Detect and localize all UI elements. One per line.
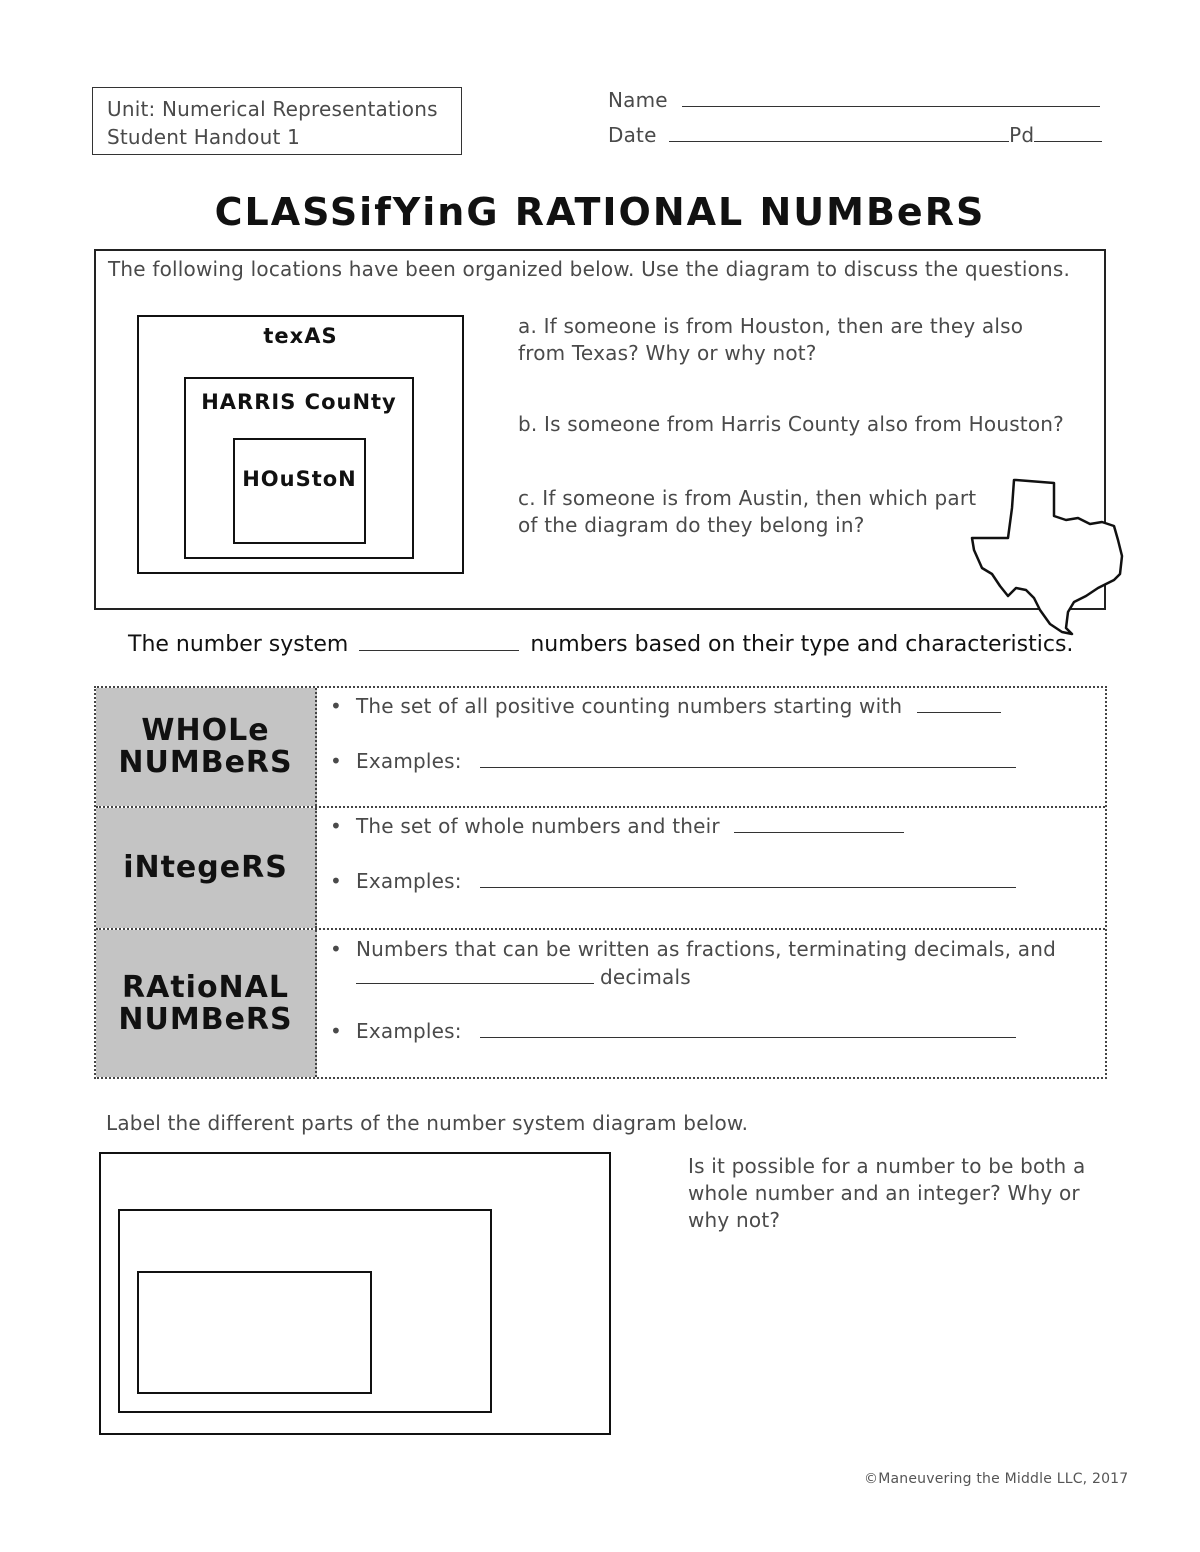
whole-numbers-examples-label: Examples: bbox=[356, 749, 462, 773]
question-c bbox=[518, 485, 976, 539]
rational-blank[interactable] bbox=[356, 963, 594, 984]
pd-label: Pd bbox=[1009, 123, 1035, 147]
question-a bbox=[518, 313, 1023, 367]
rational-examples-label: Examples: bbox=[356, 1019, 462, 1043]
rational-definition-line-2 bbox=[356, 963, 691, 991]
number-system-sentence bbox=[128, 630, 1073, 657]
integers-definition-text: The set of whole numbers and their bbox=[356, 814, 720, 838]
copyright-footer: ©Maneuvering the Middle LLC, 2017 bbox=[864, 1471, 1129, 1487]
rational-numbers-title-2: NUMBeRS bbox=[118, 1001, 293, 1037]
integers-blank[interactable] bbox=[734, 812, 904, 833]
integers-definition: • The set of whole numbers and their bbox=[330, 812, 904, 840]
name-label: Name bbox=[608, 88, 668, 112]
handout-line: Student Handout 1 bbox=[107, 125, 300, 149]
rational-numbers-title bbox=[118, 969, 293, 1037]
whole-integer-question-line-1: Is it possible for a number to be both a bbox=[688, 1154, 1086, 1178]
whole-integer-question bbox=[688, 1153, 1085, 1234]
rational-definition-text: Numbers that can be written as fractions, terminating decimals, and bbox=[356, 937, 1057, 961]
integers-title: iNtegeRS bbox=[123, 850, 288, 885]
question-a-line-1: a. If someone is from Houston, then are they also bbox=[518, 314, 1024, 338]
date-row bbox=[608, 121, 1102, 147]
number-system-inner-rect[interactable] bbox=[137, 1271, 372, 1394]
rational-numbers-cell bbox=[96, 930, 317, 1077]
whole-numbers-title-2: NUMBeRS bbox=[118, 745, 293, 780]
date-label: Date bbox=[608, 123, 657, 147]
integers-cell bbox=[96, 808, 317, 928]
unit-line: Unit: Numerical Representations bbox=[107, 97, 438, 121]
question-c-line-2: of the diagram do they belong in? bbox=[518, 513, 865, 537]
whole-numbers-definition-text: The set of all positive counting numbers starting with bbox=[356, 694, 903, 718]
whole-numbers-title-1: WHOLe bbox=[141, 713, 270, 748]
question-a-line-2: from Texas? Why or why not? bbox=[518, 341, 817, 365]
integers-examples-field[interactable] bbox=[480, 867, 1016, 888]
pd-field[interactable] bbox=[1034, 121, 1102, 142]
date-field[interactable] bbox=[669, 121, 1009, 142]
integers-examples: • Examples: bbox=[330, 867, 1016, 895]
harris-county-label: HARRIS CouNty bbox=[201, 390, 397, 414]
rational-definition-decimals: decimals bbox=[600, 965, 691, 989]
rational-examples: • Examples: bbox=[330, 1017, 1016, 1045]
question-c-line-1: c. If someone is from Austin, then which part bbox=[518, 486, 977, 510]
whole-numbers-examples-field[interactable] bbox=[480, 747, 1016, 768]
whole-numbers-title bbox=[118, 715, 292, 779]
page-title: CLASSifYinG RATIONAL NUMBeRS bbox=[214, 190, 986, 234]
name-row bbox=[608, 86, 1100, 112]
texas-label: texAS bbox=[263, 324, 338, 348]
locations-intro: The following locations have been organized below. Use the diagram to discuss the questions. bbox=[108, 257, 1071, 281]
integers-examples-label: Examples: bbox=[356, 869, 462, 893]
unit-box bbox=[92, 87, 462, 155]
sentence-after: numbers based on their type and characteristics. bbox=[530, 632, 1074, 657]
whole-numbers-examples: • Examples: bbox=[330, 747, 1016, 775]
whole-integer-question-line-3: why not? bbox=[688, 1208, 781, 1232]
whole-numbers-blank[interactable] bbox=[917, 692, 1001, 713]
question-b: b. Is someone from Harris County also from Houston? bbox=[518, 412, 1064, 436]
rational-examples-field[interactable] bbox=[480, 1017, 1016, 1038]
name-field[interactable] bbox=[682, 86, 1100, 107]
sentence-before: The number system bbox=[128, 632, 349, 657]
texas-map-icon bbox=[968, 478, 1130, 638]
whole-numbers-definition: • The set of all positive counting numbers starting with bbox=[330, 692, 1001, 720]
label-instruction: Label the different parts of the number system diagram below. bbox=[106, 1111, 749, 1135]
rational-definition: • Numbers that can be written as fractions, terminating decimals, and bbox=[330, 937, 1057, 961]
houston-label: HOuStoN bbox=[242, 467, 357, 491]
houston-rect bbox=[233, 438, 366, 544]
sentence-blank[interactable] bbox=[359, 630, 519, 651]
whole-integer-question-line-2: whole number and an integer? Why or bbox=[688, 1181, 1080, 1205]
whole-numbers-cell bbox=[96, 688, 317, 806]
rational-numbers-title-1: RAtioNAL bbox=[122, 969, 289, 1005]
